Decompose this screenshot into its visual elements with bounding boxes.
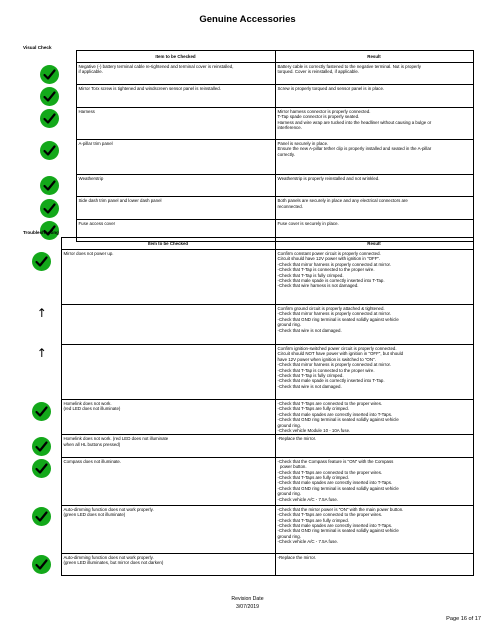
result-cell: [275, 435, 473, 457]
text-line: -Replace the mirror.: [277, 436, 317, 442]
text-line: Harness: [78, 108, 95, 114]
text-line: -Check vehicle A/C - 7.5A fuse.: [277, 539, 339, 545]
checkmark-icon: [40, 109, 59, 128]
text-line: -Check that male spades are correctly inserted into T-Taps.: [277, 480, 393, 486]
text-line: Homelink does not work. (red LED does not illuminate: [63, 436, 169, 442]
item-cell: [76, 139, 275, 174]
text-line: -Check that T-Taps are connected to the proper wires.: [277, 401, 383, 406]
text-line: -Check that GND ring terminal is seated solidly against vehicle: [277, 316, 399, 322]
table-row: [23, 139, 473, 174]
item-cell: [61, 457, 275, 505]
text-line: ground ring.: [277, 491, 301, 497]
text-line: interference.: [277, 125, 302, 131]
text-line: T-Tap spade connector is properly seated.: [277, 114, 360, 120]
table-row: [23, 305, 473, 345]
table-row: [23, 85, 473, 107]
up-arrow-icon: ↑: [36, 305, 47, 320]
text-line: Harness and wire wrap are tucked into the headliner without causing a bulge or: [277, 119, 432, 125]
text-line: Weatherstrip: [78, 175, 104, 181]
item-cell: [76, 174, 275, 196]
text-line: -Check that T-Taps are fully crimped.: [277, 517, 349, 523]
text-line: -Check that T-Tap is fully crimped.: [277, 272, 344, 278]
up-arrow-icon: ↑: [36, 345, 47, 360]
text-line: -Check that wire is not damaged.: [277, 327, 342, 333]
text-line: Mirror Torx screw is tightened and windscreen sensor panel is reinstalled.: [78, 86, 221, 92]
text-line: ground ring.: [277, 533, 301, 539]
text-line: (red LED does not illuminate): [63, 406, 121, 412]
item-cell: [76, 197, 275, 219]
text-line: torqued. Cover is reinstalled, if applicable.: [277, 69, 360, 75]
text-line: Confirm ground circuit is properly attached & tightened.: [277, 306, 385, 311]
result-cell: [275, 139, 473, 174]
table-row: [23, 63, 473, 85]
text-line: (green LED illuminates, but mirror does not darken): [63, 560, 164, 566]
checkmark-icon: [32, 252, 51, 271]
text-line: have 12V power when ignition is switched to "ON".: [277, 356, 376, 362]
text-line: -Check vehicle Module 10 - 10A fuse.: [277, 428, 351, 434]
text-line: ground ring.: [277, 422, 301, 428]
table-row: [23, 553, 473, 575]
text-line: Auto-dimming function does not work properly.: [63, 554, 154, 560]
result-cell: [275, 174, 473, 196]
result-cell: [275, 400, 473, 435]
result-cell: [275, 345, 473, 400]
text-line: -Check that male spade is correctly inserted into T-Tap.: [277, 278, 385, 284]
text-line: ground ring.: [277, 322, 301, 328]
text-line: Confirm constant power circuit is properly connected.: [277, 251, 381, 256]
text-line: -Check that T-Taps are connected to the proper wires.: [277, 512, 383, 518]
text-line: -Check that wire harness is not damaged.: [277, 283, 359, 289]
result-cell: [275, 305, 473, 345]
troubleshooting-table: [23, 237, 474, 576]
item-cell: [61, 345, 275, 400]
text-line: Side dash trim panel and lower dash panel: [78, 198, 162, 204]
text-line: Auto-dimming function does not work properly.: [63, 506, 154, 512]
text-line: -Check that T-Tap is connected to the proper wire.: [277, 367, 375, 373]
checkmark-icon: [40, 176, 59, 195]
troubleshooting-label: Troubleshooting: [23, 230, 59, 235]
item-cell: [61, 305, 275, 345]
text-line: -Check that GND ring terminal is seated solidly against vehicle: [277, 528, 399, 534]
result-cell: [275, 457, 473, 505]
checkmark-icon: [32, 437, 51, 456]
table-row: [23, 435, 473, 457]
text-line: -Check that T-Taps are fully crimped.: [277, 406, 349, 412]
text-line: Mirror does not power up.: [63, 251, 114, 256]
item-cell: [61, 553, 275, 575]
text-line: reconnected.: [277, 203, 303, 209]
item-cell: [61, 435, 275, 457]
text-line: -Check that GND ring terminal is seated solidly against vehicle: [277, 417, 399, 423]
text-line: Confirm ignition-switched power circuit is properly connected.: [277, 346, 397, 351]
text-line: when all HL buttons pressed): [63, 441, 121, 447]
text-line: Both panels are securely in place and any electrical connectors are: [277, 198, 408, 204]
text-line: -Check that male spades are correctly inserted into T-Taps.: [277, 411, 393, 417]
table-row: [23, 250, 473, 305]
text-line: -Check that GND ring terminal is seated solidly against vehicle: [277, 485, 399, 491]
result-cell: [275, 107, 473, 139]
table-row: [23, 400, 473, 435]
text-line: -Check that the mirror power is "ON" with the main power button.: [277, 506, 404, 512]
item-cell: [61, 505, 275, 553]
checkmark-icon: [40, 87, 59, 106]
text-line: if applicable.: [78, 69, 103, 75]
result-cell: [275, 553, 473, 575]
revision-date-label: Revision Date: [231, 596, 264, 602]
text-line: power button.: [277, 464, 307, 470]
visual-check-table: [23, 50, 474, 242]
text-line: Screw is properly torqued and sensor panel is in place.: [277, 86, 385, 92]
checkmark-icon: [32, 507, 51, 526]
text-line: -Check that male spade is correctly inserted into T-Tap.: [277, 378, 385, 384]
table-row: [23, 505, 473, 553]
text-line: Negative (-) battery terminal cable re-tightened and terminal cover is reinstalled,: [78, 64, 234, 69]
checkmark-icon: [32, 555, 51, 574]
checkmark-icon: [40, 199, 59, 218]
checkmark-icon: [32, 402, 51, 421]
result-cell: [275, 505, 473, 553]
checkmark-icon: [40, 65, 59, 84]
text-line: -Check that male spades are correctly inserted into T-Taps.: [277, 523, 393, 529]
text-line: -Check that mirror harness is properly connected at mirror.: [277, 261, 391, 267]
text-line: Fuse access cover: [78, 220, 116, 226]
text-line: -Check that T-Taps are fully crimped.: [277, 475, 349, 481]
result-cell: [275, 85, 473, 107]
text-line: Panel is securely in place.: [277, 140, 329, 146]
visual-check-label: Visual Check: [23, 45, 52, 50]
text-line: -Check that T-Taps are connected to the proper wires.: [277, 469, 383, 475]
result-cell: [275, 250, 473, 305]
text-line: Battery cable is correctly fastened to the negative terminal. Nut is properly: [277, 64, 421, 69]
visual-check-col-item: Item to be Checked: [76, 51, 275, 63]
text-line: -Check that mirror harness is properly connected at mirror.: [277, 311, 391, 317]
text-line: Weatherstrip is properly reinstalled and not wrinkled.: [277, 175, 380, 181]
text-line: -Check that wire is not damaged.: [277, 383, 342, 389]
item-cell: [76, 63, 275, 85]
result-cell: [275, 197, 473, 219]
checkmark-icon: [32, 459, 51, 478]
text-line: -Check that T-Tap is fully crimped.: [277, 373, 344, 379]
item-cell: [76, 85, 275, 107]
text-line: -Check that T-Tap is connected to the proper wire.: [277, 267, 375, 273]
checkmark-icon: [40, 141, 59, 160]
result-cell: [275, 63, 473, 85]
text-line: -Replace the mirror.: [277, 554, 317, 560]
table-row: [23, 197, 473, 219]
text-line: A-pillar trim panel: [78, 140, 113, 146]
text-line: Mirror harness connector is properly connected.: [277, 108, 371, 114]
text-line: Compass does not illuminate.: [63, 458, 122, 464]
text-line: Circuit should have 12V power with ignition in "OFF".: [277, 256, 381, 262]
text-line: -Check that the Compass feature is "ON" with the Compass: [277, 458, 394, 464]
troubleshooting-col-item: Item to be Checked: [61, 238, 275, 250]
item-cell: [61, 400, 275, 435]
text-line: Homelink does not work.: [63, 401, 112, 406]
text-line: (green LED does not illuminate): [63, 512, 126, 518]
visual-check-col-result: Result: [275, 51, 473, 63]
text-line: -Check that mirror harness is properly connected at mirror.: [277, 362, 391, 368]
revision-date: 3/07/2019: [235, 604, 260, 610]
text-line: -Check vehicle A/C - 7.5A fuse.: [277, 496, 339, 502]
table-row: [23, 107, 473, 139]
text-line: Circuit should NOT have power with ignition in "OFF", but should: [277, 351, 404, 357]
page-number: Page 16 of 17: [446, 616, 481, 622]
text-line: Fuse cover is securely in place.: [277, 220, 339, 226]
item-cell: [61, 250, 275, 305]
troubleshooting-col-result: Result: [275, 238, 473, 250]
table-row: [23, 174, 473, 196]
item-cell: [76, 107, 275, 139]
text-line: Ensure the new A-pillar tether clip is properly installed and seated in the A-pillar: [277, 146, 432, 152]
table-row: [23, 457, 473, 505]
page-title: Genuine Accessories: [199, 14, 296, 25]
table-row: [23, 345, 473, 400]
text-line: correctly.: [277, 151, 295, 157]
